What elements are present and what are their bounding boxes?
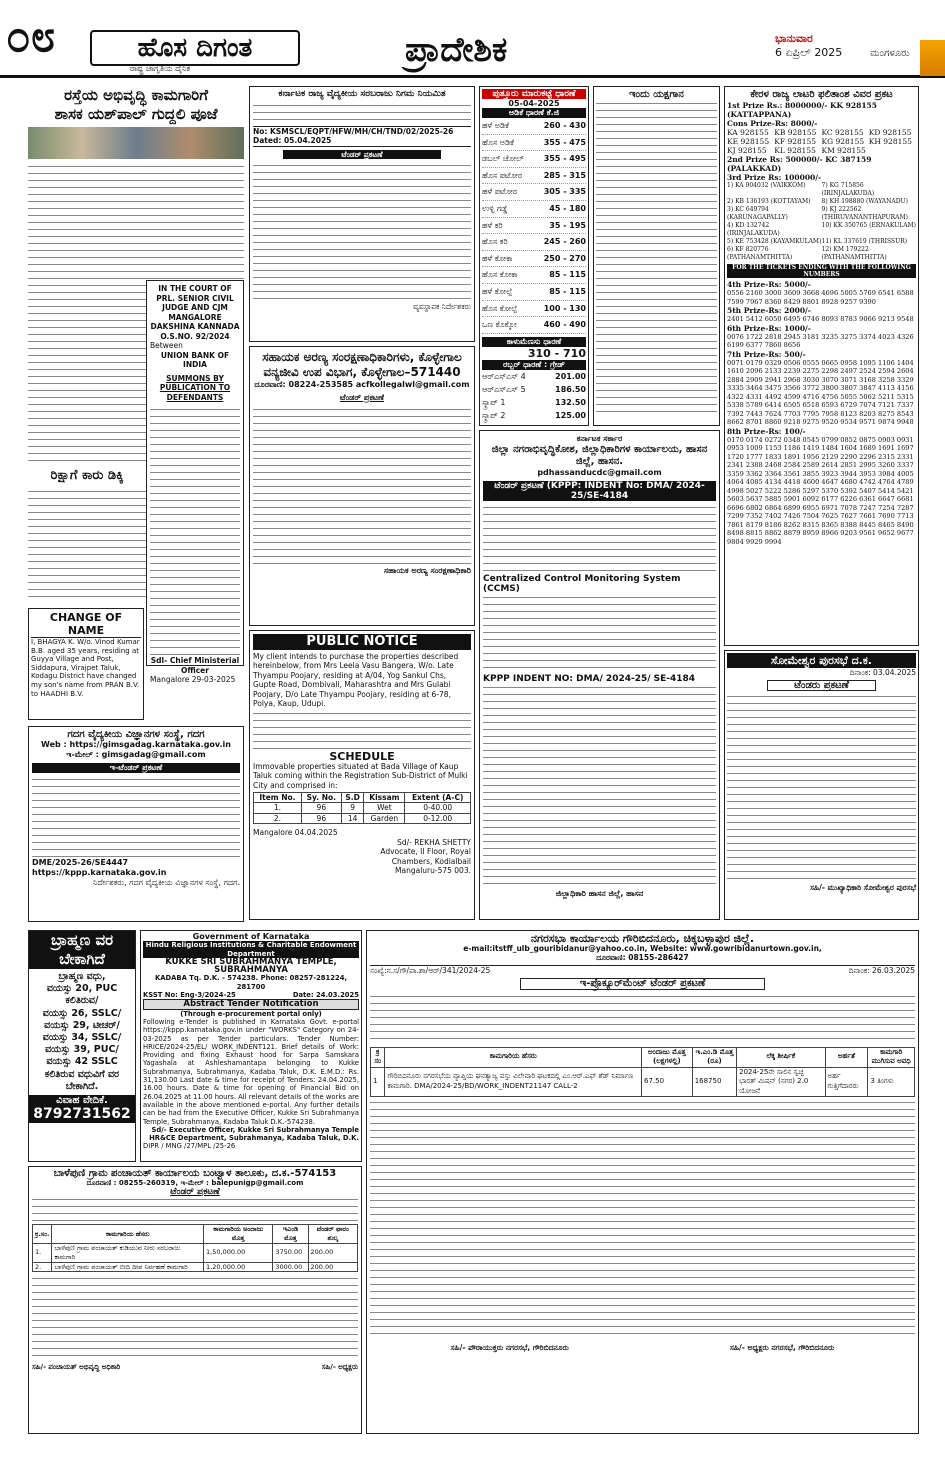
market-item-name: ಒಣ ಕೊಕ್ಕೋ bbox=[482, 320, 517, 330]
balepuni-cell: 1. bbox=[33, 1243, 52, 1262]
yakshagana-listing bbox=[593, 86, 720, 426]
forest-title: ಸಹಾಯಕ ಅರಣ್ಯ ಸಂರಕ್ಷಣಾಧಿಕಾರಿಗಳು, ಕೊಳ್ಳೇಗಾಲ ವನ್ಯಜೀವಿ ಉಪ ವಿಭಾಗ, ಕೊಳ್ಳೇಗಾಲ–571440 bbox=[262, 350, 462, 379]
edition-label: ಮಂಗಳೂರು bbox=[870, 48, 910, 59]
kukke-date: Date: 24.03.2025 bbox=[292, 991, 359, 1000]
market-item-name: ಹಳೆ ಕೋಕಾ bbox=[482, 253, 513, 263]
lottery-third-number: 4) KD 132742 (IRINJALAKUDA) bbox=[727, 222, 780, 237]
gauribidanur-cell: ಗೌರಿಬಿದನೂರು ನಗರಸಭೆಯ ವ್ಯಾಪ್ತಿಯ ಘನತ್ಯಾಜ್ಯ ವಸ್ತು ವಿಲೇವಾರಿ ಘಟಕದಲ್ಲಿ ಎಂ.ಆರ್.ಎಫ್ ಶೆಡ್ ನಿರ್ಮಾಣ ಕಾಮಗಾರಿ. DMA/2024-25/BD/WORK_INDENT21147 CALL-2 bbox=[385, 1067, 642, 1097]
gauribidanur-cell: 2024-25ನೇ ಸಾಲಿನ ಸ್ವಚ್ಛ ಭಾರತ್ ಮಿಷನ್ (ನಗರ) 2.0 ಯೋಜನೆ bbox=[737, 1067, 825, 1097]
hassan-email: pdhassanducdc@gmail.com bbox=[537, 468, 662, 477]
market-item-price: 35 - 195 bbox=[549, 220, 586, 230]
kukke-notice-sub: (Through e-procurement portal only) bbox=[180, 1009, 322, 1018]
gadag-body bbox=[32, 776, 240, 858]
lottery-third-number: 8) KH 198880 (WAYANADU) bbox=[821, 198, 908, 205]
gauribidanur-col-header: ಅಂದಾಜು ಮೊತ್ತ (ಲಕ್ಷಗಳಲ್ಲಿ) bbox=[642, 1047, 693, 1067]
news-photo bbox=[28, 127, 244, 159]
date-label: 6 ಏಪ್ರಿಲ್ 2025 bbox=[775, 46, 843, 59]
lottery-third-number: 9) KJ 222562 (THIRUVANANTHAPURAM) bbox=[821, 206, 909, 221]
lottery-p6-numbers: 0076 1722 2818 2945 3181 3235 3275 3374 4023 4326 6199 6377 7860 8656 bbox=[727, 332, 914, 349]
schedule-cell: Wet bbox=[364, 803, 405, 813]
market-item-name: ಉಳ್ಳಿ ಗಡ್ಡೆ bbox=[482, 203, 508, 213]
lottery-p8-numbers: 0170 0174 0272 0348 0545 0799 0852 0875 0903 0931 0953 1009 1153 1186 1419 1484 1604 1689 1691 1697 1720 1777 1833 1891 1956 2129 2290 2296 2315 2331 2341 2388 2468 2584 2589 2614 2851 2995 3260 3337 3359 3362 3364 3561 3855 3923 3944 3953 3984 4005 4064 4085 4134 4418 4600 4647 4680 4742 4764 4789 4998 5027 5222 5286 5297 5370 5392 5407 5414 5421 5603 5637 5885 5901 6092 6177 6226 6361 6647 6681 6696 6802 6864 6899 6955 6971 7078 7247 7254 7287 7299 7352 7402 7426 7504 7625 7627 7661 7690 7713 7861 8179 8186 8262 8315 8365 8388 8445 8465 8490 8498 8815 8862 8879 8959 8966 9203 9561 9652 9677 9804 9929 9994 bbox=[727, 435, 914, 546]
gauribidanur-col-header: ಕಾಮಗಾರಿ ಮುಗಿಸುವ ಅವಧಿ bbox=[868, 1047, 915, 1067]
balepuni-signs bbox=[32, 1363, 358, 1372]
bride-line: ಕಲಿತಿರುವ/ bbox=[65, 995, 99, 1007]
rubber-row bbox=[482, 383, 586, 396]
kukke-temple-tender bbox=[140, 930, 362, 1162]
rubber-price: 132.50 bbox=[555, 397, 586, 407]
gauribidanur-notice: ಇ-ಪ್ರೊಕ್ಯೂರ್‌ಮೆಂಟ್ ಟೆಂಡರ್ ಪ್ರಕಟಣೆ bbox=[520, 978, 765, 990]
market-row bbox=[482, 201, 586, 218]
public-notice-title: PUBLIC NOTICE bbox=[253, 634, 471, 650]
rubber-title: ರಬ್ಬರ್ ಧಾರಣೆ : ಗ್ರೇಡ್ bbox=[482, 360, 586, 370]
market-row bbox=[482, 284, 586, 301]
hassan-sign: ಜಿಲ್ಲಾಧಿಕಾರಿ ಹಾಸನ ಜಿಲ್ಲೆ, ಹಾಸನ bbox=[555, 889, 644, 898]
hassan-body-2 bbox=[483, 594, 716, 674]
pepper-price: 310 - 710 bbox=[527, 346, 586, 360]
change-of-name-ad bbox=[28, 608, 144, 720]
bride-contact: ವಿವಾಹ ವೇದಿಕೆ. bbox=[29, 1095, 135, 1106]
dateline bbox=[775, 32, 842, 60]
market-row bbox=[482, 267, 586, 284]
gadag-title: ಗದಗ ವೈದ್ಯಕೀಯ ವಿಜ್ಞಾನಗಳ ಸಂಸ್ಥೆ, ಗದಗ bbox=[67, 729, 205, 740]
change-of-name-text: I, BHAGYA K. W/o. Vinod Kumar B.B. aged 35 years, residing at Guyya Village and Post, Siddapura, Virajpet Taluk, Kodagu District have changed my son's name from PRAN B.V. to HAADHI B.V. bbox=[31, 638, 140, 698]
forest-notice-title: ಟೆಂಡರ್ ಪ್ರಕಟಣೆ bbox=[340, 393, 384, 402]
gauribidanur-title: ನಗರಸಭಾ ಕಾರ್ಯಾಲಯ ಗೌರಿಬಿದನೂರು, ಚಿಕ್ಕಬಳ್ಳಾಪುರ ಜಿಲ್ಲೆ. bbox=[530, 932, 755, 945]
lottery-third-number: 12) KM 179222 (PATHANAMTHITTA) bbox=[821, 246, 887, 261]
gauribidanur-cell: 67.50 bbox=[642, 1067, 693, 1097]
court-between: Between bbox=[150, 341, 183, 350]
gauribidanur-col-header: ಕ್ರ ಸಂ bbox=[371, 1047, 385, 1067]
balepuni-cell: 1,50,000.00 bbox=[204, 1243, 273, 1262]
market-row bbox=[482, 118, 586, 135]
lottery-p7-numbers: 0071 0179 0329 0506 0555 0665 0958 1095 1106 1404 1610 2096 2133 2239 2275 2298 2497 2524 2594 2604 2884 2909 2941 2968 3030 3070 3071 3168 3258 3329 3335 3464 3475 3566 3772 3800 3807 3847 4113 4156 4322 4331 4492 4599 4716 4756 5055 5062 5211 5315 5338 5789 6414 6505 6518 6593 6729 7074 7121 7337 7392 7443 7624 7703 7795 7958 8123 8203 8275 8543 8662 8701 8860 9218 9275 9520 9534 9571 9874 9948 bbox=[727, 358, 914, 426]
bride-phone: 8792731562 bbox=[29, 1106, 135, 1123]
kukke-text: Following e-Tender is published in Karnataka Govt. e-portal https://kppp.karnataka.gov.in under "WORKS" Category on 24-03-2025 as per Tender particulars. Tender Number: HRICE/2024-25/EL/ WORK_INDENT121. Brief details of Work: Providing and fixing Exhaust hood for Sarpa Samskara Yagashala at Ashleshamantapa belonging to Kukke Subrahmanya, Subrahmanya, Kadaba Taluk, D.K. E.M.D.: Rs. 31,130.00 Last date & time for receipt of Tenders: 24.04.2025, 16.00 hours. Date & time for opening of Financial Bid on 26.04.2025 at 11.00 hours. All relevant details of the works are available in the above mentioned e-portal. Any further details can be had from the Executive Officer, Kukke Sri Subrahmanya Temple, Subrahmanya, Kadaba Taluk D.K.-574238. bbox=[143, 1017, 359, 1126]
lottery-third-number: 2) KB 136193 (KOTTAYAM) bbox=[727, 198, 811, 205]
market-item-name: ಹೊಸ ಪಟೋರ bbox=[482, 170, 523, 180]
market-item-name: ಹೊಸ ಕರಿ bbox=[482, 237, 508, 247]
gauribidanur-phone: ದೂರವಾಣಿ: 08155-286427 bbox=[596, 953, 689, 962]
market-row bbox=[482, 301, 586, 318]
lottery-third-title: 3rd Prize Rs: 100000/- bbox=[727, 173, 822, 182]
section-title: ಪ್ರಾದೇಶಿಕ bbox=[405, 30, 508, 70]
sub-headline: ರಿಕ್ಷಾಗೆ ಕಾರು ಡಿಕ್ಕಿ bbox=[50, 468, 124, 483]
schedule-cell: 96 bbox=[301, 803, 341, 813]
gadag-notice-banner: ಇ-ಟೆಂಡರ್ ಪ್ರಕಟಣೆ bbox=[32, 763, 240, 773]
balepuni-col-header: ಕ್ರ.ಸಂ. bbox=[33, 1225, 52, 1244]
balepuni-schedule bbox=[32, 1275, 358, 1361]
balepuni-cell: ಬಾಳೆಪುಣಿ ಗ್ರಾಮ ಪಂಚಾಯತ್ ಬೀದಿ ದೀಪ ನಿರ್ವಹಣೆ ಕಾಮಗಾರಿ bbox=[52, 1262, 204, 1272]
yaksha-title: ಇಂದು ಯಕ್ಷಗಾನ bbox=[629, 89, 684, 100]
court-name: IN THE COURT OF PRL. SENIOR CIVIL JUDGE AND CJM MANGALORE DAKSHINA KANNADA bbox=[150, 284, 240, 331]
balepuni-table bbox=[32, 1224, 358, 1272]
gauribidanur-intro bbox=[370, 993, 915, 1045]
lottery-p8-title: 8th Prize-Rs: 100/- bbox=[727, 426, 806, 436]
kukke-sign: Sd/- Executive Officer, Kukke Sri Subrahmanya Temple HR&CE Department, Subrahmanya, Kadaba Taluk, D.K. bbox=[149, 1125, 359, 1143]
balepuni-cell: 200.00 bbox=[308, 1243, 357, 1262]
forest-body bbox=[253, 406, 471, 566]
summons-body bbox=[150, 406, 240, 656]
kukke-gov: Government of Karnataka bbox=[192, 932, 310, 941]
kukke-ref-row bbox=[143, 991, 359, 999]
balepuni-sign-right: ಸಹಿ/- ಅಧ್ಯಕ್ಷರು bbox=[321, 1363, 358, 1372]
gauribidanur-conditions bbox=[370, 1099, 915, 1339]
lottery-second-prize: 2nd Prize Rs: 500000/- KC 387159 (PALAKKAD) bbox=[727, 155, 872, 173]
lottery-third-number: 6) KF 820776 (PATHANAMTHITTA) bbox=[727, 246, 793, 261]
lottery-cons-number: KA 928155 bbox=[727, 128, 769, 137]
balepuni-row bbox=[33, 1262, 358, 1272]
market-item-price: 260 - 430 bbox=[543, 121, 586, 130]
schedule-cell: 0-12.00 bbox=[405, 813, 471, 823]
kukke-dipr: DIPR / MNG /27/MPL /25-26 bbox=[143, 1142, 236, 1151]
ksmscl-notice-banner: ಟೆಂಡರ್ ಪ್ರಕಟಣೆ bbox=[283, 150, 441, 160]
gauribidanur-cell: ಅರ್ಹ ಗುತ್ತಿಗೆದಾರರು bbox=[825, 1067, 868, 1097]
balepuni-col-header: ಟೆಂಡರ್ ಫಾರಂ ಶುಲ್ಕ bbox=[308, 1225, 357, 1244]
market-item-price: 285 - 315 bbox=[543, 170, 586, 180]
public-notice-sign: Sd/- REKHA SHETTY Advocate, II Floor, Royal Chambers, Kodialbail Mangaluru-575 003. bbox=[380, 837, 471, 875]
gauribidanur-col-header: ಲೆಕ್ಕ ಶೀರ್ಷಿಕೆ bbox=[737, 1047, 825, 1067]
balepuni-cell: 3000.00 bbox=[273, 1262, 308, 1272]
balepuni-title: ಬಾಳೆಪುಣಿ ಗ್ರಾಮ ಪಂಚಾಯತ್ ಕಾರ್ಯಾಲಯ ಬಂಟ್ವಾಳ ತಾಲೂಕು, ದ.ಕ.-574153 bbox=[53, 1168, 337, 1179]
sub-news-body bbox=[28, 488, 146, 600]
masthead bbox=[0, 0, 945, 78]
market-subtitle: ಅಡಿಕೆ ಧಾರಣೆ ಕೆ.ಜಿ bbox=[482, 108, 586, 118]
kukke-ref: KSST No: Eng-3/2024-25 bbox=[143, 991, 236, 1000]
balepuni-cell: 1,20,000.00 bbox=[204, 1262, 273, 1272]
court-summons-notice bbox=[146, 280, 244, 684]
lottery-p4-title: 4th Prize-Rs: 5000/- bbox=[727, 280, 811, 289]
schedule-table bbox=[253, 792, 471, 824]
rubber-price: 125.00 bbox=[555, 410, 586, 420]
market-item-price: 250 - 270 bbox=[543, 253, 586, 263]
market-item-price: 85 - 115 bbox=[549, 286, 586, 296]
market-item-name: ಹೊಸ ಕೋಕಾ bbox=[482, 270, 518, 280]
market-row bbox=[482, 168, 586, 185]
someshwara-notice: ಟೆಂಡರು ಪ್ರಕಟಣೆ bbox=[767, 680, 876, 692]
bride-title-2: ಬೇಕಾಗಿದೆ bbox=[29, 950, 135, 969]
market-row bbox=[482, 317, 586, 334]
page-number: ೦೮ bbox=[6, 11, 56, 62]
bride-line: ವಯಸ್ಸು 42 SSLC bbox=[46, 1056, 118, 1068]
bride-line: ವಯಸ್ಸು 39, PUC/ bbox=[45, 1044, 119, 1056]
change-of-name-title: CHANGE OF NAME bbox=[31, 611, 141, 638]
summons-title: SUMMONS BY PUBLICATION TO DEFENDANTS bbox=[159, 373, 231, 402]
market-row bbox=[482, 184, 586, 201]
balepuni-cell: ಬಾಳೆಪುಣಿ ಗ್ರಾಮ ಪಂಚಾಯತ್ ಕುಡಿಯುವ ನೀರು ಸರಬರಾಜು ಕಾಮಗಾರಿ bbox=[52, 1243, 204, 1262]
schedule-cell: 14 bbox=[341, 813, 364, 823]
someshwara-body bbox=[727, 693, 916, 883]
lottery-p6-title: 6th Prize-Rs: 1000/- bbox=[727, 323, 811, 333]
gadag-web: Web : https://gimsgadag.karnataka.gov.in bbox=[41, 740, 231, 749]
market-item-price: 100 - 130 bbox=[543, 303, 586, 313]
schedule-cell: 1. bbox=[254, 803, 302, 813]
lottery-cons-number: KF 928155 bbox=[774, 137, 817, 146]
gauribidanur-cell: 168750 bbox=[692, 1067, 736, 1097]
matrimonial-ad bbox=[28, 930, 136, 1162]
ksmscl-body bbox=[253, 162, 471, 302]
public-notice-place: Mangalore 04.04.2025 bbox=[253, 828, 338, 838]
gauribidanur-ref-row bbox=[370, 965, 915, 976]
gadag-tender-notice bbox=[28, 726, 244, 922]
schedule-cell: Garden bbox=[364, 813, 405, 823]
market-item-price: 85 - 115 bbox=[549, 270, 586, 280]
bride-line: ವಯಸ್ಸು 26, SSLC/ bbox=[42, 1007, 122, 1019]
hassan-gov: ಕರ್ನಾಟಕ ಸರ್ಕಾರ bbox=[576, 434, 623, 443]
market-item-name: ಹೊಸ ಕೋಲ್ಪೆ bbox=[482, 303, 518, 313]
balepuni-cell: 200.00 bbox=[308, 1262, 357, 1272]
gauribidanur-cell: 1 bbox=[371, 1067, 385, 1097]
schedule-header-row bbox=[254, 793, 471, 803]
schedule-cell: 9 bbox=[341, 803, 364, 813]
lottery-cons-number: KJ 928155 bbox=[727, 146, 767, 155]
rubber-price: 186.50 bbox=[555, 384, 586, 394]
kukke-notice: Abstract Tender Notification bbox=[143, 999, 359, 1009]
rubber-grade: ಸ್ಕ್ರಾಪ್ 1 bbox=[482, 397, 506, 407]
schedule-col-header: Item No. bbox=[254, 793, 302, 803]
rubber-row bbox=[482, 409, 586, 422]
ksmscl-sign: ವ್ಯವಸ್ಥಾಪಕ ನಿರ್ದೇಶಕರು bbox=[413, 302, 471, 311]
lottery-cons-number: KB 928155 bbox=[774, 128, 817, 137]
gauribidanur-col-header: ಕಾಮಗಾರಿಯ ಹೆಸರು bbox=[385, 1047, 642, 1067]
rubber-grade: ಸ್ಕ್ರಾಪ್ 2 bbox=[482, 410, 506, 420]
someshwara-sign: ಸಹಿ/- ಮುಖ್ಯಾಧಿಕಾರಿ ಸೋಮೇಶ್ವರ ಪುರಸಭೆ bbox=[809, 883, 916, 892]
lottery-title: ಕೇರಳ ರಾಜ್ಯ ಲಾಟರಿ ಫಲಿತಾಂಶ ವಿವರ ಪ್ರಕಟ bbox=[750, 89, 893, 100]
market-row bbox=[482, 251, 586, 268]
market-item-price: 245 - 260 bbox=[543, 237, 586, 247]
balepuni-body bbox=[32, 1196, 358, 1224]
court-date: Mangalore 29-03-2025 bbox=[150, 675, 236, 684]
balepuni-cell: 2. bbox=[33, 1262, 52, 1272]
balepuni-sign-left: ಸಹಿ/- ಪಂಚಾಯತ್ ಅಭಿವೃದ್ಧಿ ಅಧಿಕಾರಿ bbox=[32, 1363, 121, 1372]
balepuni-tender-notice bbox=[28, 1166, 362, 1434]
rubber-rows bbox=[482, 370, 586, 422]
market-item-price: 305 - 335 bbox=[543, 187, 586, 197]
gauribidanur-cell: 3 ತಿಂಗಳು bbox=[868, 1067, 915, 1097]
lottery-cons-number: KE 928155 bbox=[727, 137, 770, 146]
market-row bbox=[482, 135, 586, 152]
news-article bbox=[28, 86, 244, 124]
lottery-third-number: 3) KC 649794 (KARUNAGAPALLY) bbox=[727, 206, 788, 221]
lottery-cons-title: Cons Prize-Rs: 8000/- bbox=[727, 119, 818, 128]
balepuni-cell: 3750.00 bbox=[273, 1243, 308, 1262]
someshwara-title: ಸೋಮೇಶ್ವರ ಪುರಸಭೆ ದ.ಕ. bbox=[727, 653, 916, 668]
forest-sign: ಸಹಾಯಕ ಅರಣ್ಯ ಸಂರಕ್ಷಣಾಧಿಕಾರಿ bbox=[383, 566, 471, 575]
market-row bbox=[482, 151, 586, 168]
balepuni-header-row bbox=[33, 1225, 358, 1244]
gadag-sign: ನಿರ್ದೇಶಕರು, ಗದಗ ವೈದ್ಯಕೀಯ ವಿಜ್ಞಾನಗಳ ಸಂಸ್ಥೆ, ಗದಗ. bbox=[92, 878, 240, 887]
hassan-body-3 bbox=[483, 684, 716, 889]
logo-tagline: ರಾಷ್ಟ್ರ ಜಾಗೃತಿಯ ದೈನಿಕ bbox=[130, 64, 191, 73]
hassan-ccms: Centralized Control Monitoring System (CCMS) bbox=[483, 574, 681, 594]
gadag-email: ಇ-ಮೇಲ್ : gimsgadag@gmail.com bbox=[66, 750, 206, 759]
balepuni-row bbox=[33, 1243, 358, 1262]
gauribidanur-ref: ಸಂಖ್ಯೆ:ನ.ಸ/ಗೌ/ಪಾ.ಶಾ/ಆರ್/341/2024-25 bbox=[370, 965, 491, 975]
market-item-name: ಹಳೆ ಅಡಿಕೆ bbox=[482, 121, 509, 130]
market-item-name: ಹಳೆ ಪಟೋರ bbox=[482, 187, 518, 197]
ksmscl-tender-notice bbox=[249, 86, 475, 342]
lottery-cons-list bbox=[727, 128, 916, 155]
case-number: O.S.NO. 92/2024 bbox=[160, 331, 230, 341]
market-title: ಪುತ್ತೂರು ಮಾರುಕಟ್ಟೆ ಧಾರಣೆ bbox=[482, 89, 586, 99]
gauribidanur-row bbox=[371, 1067, 915, 1097]
lottery-third-number: 11) KL 337619 (THRISSUR) bbox=[821, 238, 908, 245]
schedule-cell: 2. bbox=[254, 813, 302, 823]
balepuni-col-header: ಕಾಮಗಾರಿಯ ಹೆಸರು bbox=[52, 1225, 204, 1244]
balepuni-col-header: ಕಾಮಗಾರಿಯ ಅಂದಾಜು ಮೊತ್ತ bbox=[204, 1225, 273, 1244]
lottery-cons-number: KD 928155 bbox=[868, 128, 912, 137]
lottery-third-number: 5) KE 753428 (KAYAMKULAM) bbox=[727, 238, 822, 245]
gauribidanur-col-header: ಇ.ಎಂ.ಡಿ ಮೊತ್ತ (ರೂ) bbox=[692, 1047, 736, 1067]
pepper-title: ಕಾಳುಮೆಣಸು ಧಾರಣೆ bbox=[482, 337, 586, 347]
schedule-text: Immovable properties situated at Bada Village of Kaup Taluk coming within the Registration Sub-District of Mulki City and comprised in: bbox=[253, 761, 468, 790]
schedule-col-header: Kissam bbox=[364, 793, 405, 803]
lottery-cons-number: KG 928155 bbox=[821, 137, 865, 146]
market-row bbox=[482, 234, 586, 251]
public-notice bbox=[249, 630, 475, 920]
schedule-cell: 0-40.00 bbox=[405, 803, 471, 813]
market-date: 05-04-2025 bbox=[508, 99, 560, 108]
rubber-price: 201.00 bbox=[555, 371, 586, 381]
schedule-col-header: Extent (A-C) bbox=[405, 793, 471, 803]
rubber-row bbox=[482, 370, 586, 383]
kukke-address: KADABA Tq. D.K. - 574238. Phone: 08257-281224, 281700 bbox=[154, 974, 348, 991]
bride-line: ವಯಸ್ಸು 34, SSLC/ bbox=[42, 1032, 122, 1044]
yaksha-body bbox=[596, 100, 717, 418]
gauribidanur-date: ದಿನಾಂಕ: 26.03.2025 bbox=[848, 965, 915, 975]
rubber-grade: ಆರ್‌ಎಸ್‌ಎಸ್ 5 bbox=[482, 384, 526, 394]
public-notice-body bbox=[253, 710, 471, 750]
bride-lines bbox=[29, 969, 135, 1095]
someshwara-ref: ದಿನಾಂಕ: 03.04.2025 bbox=[849, 668, 916, 677]
lottery-first-prize: 1st Prize Rs.: 8000000/- KK 928155 (KATTAPPANA) bbox=[727, 101, 877, 119]
market-item-price: 45 - 180 bbox=[549, 203, 586, 213]
balepuni-col-header: ಇಎಂಡಿ ಮೊತ್ತ bbox=[273, 1225, 308, 1244]
schedule-cell: 96 bbox=[301, 813, 341, 823]
news-headline-2: ಶಾಸಕ ಯಶ್‌ಪಾಲ್ ಗುದ್ದಲಿ ಪೂಜೆ bbox=[54, 105, 218, 123]
lottery-p5-title: 5th Prize-Rs: 2000/- bbox=[727, 306, 811, 315]
bride-line: ಕಲಿತಿರುವ ವಧುವಿಗೆ ವರ bbox=[44, 1068, 120, 1080]
gauribidanur-header-row bbox=[371, 1047, 915, 1067]
lottery-third-list bbox=[727, 182, 916, 262]
bride-line: ವಯಸ್ಸು 29, ಟೀಚರ್/ bbox=[44, 1019, 120, 1031]
puttur-market-rates bbox=[479, 86, 589, 426]
gauribidanur-sign-left: ಸಹಿ/- ಪೌರಾಯುಕ್ತರು ನಗರಸಭೆ, ಗೌರಿಬಿದನೂರು bbox=[450, 1343, 569, 1352]
market-item-name: ಹಳೆ ಕರಿ bbox=[482, 220, 503, 230]
news-headline-1: ರಸ್ತೆಯ ಅಭಿವೃದ್ಧಿ ಕಾಮಗಾರಿಗೆ bbox=[64, 86, 208, 104]
lottery-cons-number: KM 928155 bbox=[821, 146, 866, 155]
schedule-row bbox=[254, 803, 471, 813]
gauribidanur-signs bbox=[370, 1343, 915, 1353]
lottery-cons-number: KL 928155 bbox=[774, 146, 816, 155]
kerala-lottery-results bbox=[724, 86, 919, 646]
market-rows bbox=[482, 118, 586, 334]
ksmscl-ref: No: KSMSCL/EQPT/HFW/MH/CH/TND/02/2025-26 Dated: 05.04.2025 bbox=[253, 126, 471, 147]
day-label: ಭಾನುವಾರ bbox=[775, 32, 813, 45]
gauribidanur-email: e-mail:itstff_ulb_gouribidanur@yahoo.co.in, Website: www.gowribidanurtown.gov.in, bbox=[463, 943, 822, 953]
gadag-ref: DME/2025-26/SE4447 https://kppp.karnataka.gov.in bbox=[32, 858, 167, 877]
gauribidanur-table bbox=[370, 1047, 915, 1098]
balepuni-phone: ದೂರವಾಣಿ : 08255-260319, ಇ-ಮೇಲ್ : balepunigp@gmail.com bbox=[86, 1178, 304, 1187]
newspaper-logo: ಹೊಸ ದಿಗಂತ bbox=[90, 30, 300, 66]
forest-phone: ದೂರವಾಣಿ: 08224-253585 acfkollegalwl@gmail.com bbox=[254, 380, 470, 389]
bride-line: ವಯಸ್ಸು 20, PUC bbox=[46, 983, 118, 995]
schedule-row bbox=[254, 813, 471, 823]
lottery-cons-number: KH 928155 bbox=[868, 137, 912, 146]
lottery-cons-number: KC 928155 bbox=[821, 128, 864, 137]
hassan-banner: ಟೆಂಡರ್ ಪ್ರಕಟಣೆ (KPPP: INDENT No: DMA/ 2024-25/SE-4184 bbox=[483, 481, 716, 501]
market-item-price: 355 - 495 bbox=[543, 154, 586, 164]
lottery-third-number: 1) KA 904032 (VAIKKOM) bbox=[727, 182, 806, 189]
gauribidanur-sign-right: ಸಹಿ/- ಅಧ್ಯಕ್ಷರು ನಗರಸಭೆ, ಗೌರಿಬಿದನೂರು bbox=[729, 1343, 835, 1352]
gauribidanur-tender-notice bbox=[366, 930, 919, 1434]
ksmscl-title: ಕರ್ನಾಟಕ ರಾಜ್ಯ ವೈದ್ಯಕೀಯ ಸರಬರಾಜು ನಿಗಮ ನಿಯಮಿತ bbox=[278, 89, 446, 99]
market-item-name: ಹಳೆ ಕೋಲ್ಪೆ bbox=[482, 286, 513, 296]
kukke-temple: KUKKE SRI SUBRAHMANYA TEMPLE, SUBRAHMANYA bbox=[165, 956, 337, 976]
balepuni-notice: ಟೆಂಡರ್ ಪ್ರಕಟಣೆ bbox=[170, 1186, 220, 1197]
public-notice-text: My client intends to purchase the properties described hereinbelow, from Mrs Leela Vasu Bangera, W/o. Late Thyampu Poojary, residing at A/04, Yog Sankul Chs, Gupte Road, Dombivali, Maharashtra and Mrs Gulabi Poojary, D/o Late Thyampu Poojary, residing at 6-78, Polya, Kaup, Udupi. bbox=[253, 652, 459, 709]
hassan-kppp: KPPP INDENT NO: DMA/ 2024-25/ SE-4184 bbox=[483, 674, 696, 684]
lottery-third-number: 7) KG 715856 (IRINJALAKUDA) bbox=[821, 182, 875, 197]
schedule-title: SCHEDULE bbox=[329, 750, 395, 764]
bride-line: ಬ್ರಾಹ್ಮಣ ವಧು, bbox=[58, 971, 106, 982]
schedule-col-header: Sy. No. bbox=[301, 793, 341, 803]
lottery-p5-numbers: 2401 5412 6050 6495 6746 8093 8783 9066 9213 9548 bbox=[727, 315, 914, 323]
lottery-note: FOR THE TICKETS ENDING WITH THE FOLLOWING NUMBERS bbox=[727, 264, 916, 278]
market-item-price: 460 - 490 bbox=[543, 320, 586, 330]
hassan-tender-notice bbox=[479, 430, 720, 920]
hassan-office: ಜಿಲ್ಲಾ ನಗರಾಭಿವೃದ್ಧಿಕೋಶ, ಜಿಲ್ಲಾಧಿಕಾರಿಗಳ ಕಾರ್ಯಾಲಯ, ಹಾಸನ ಜಿಲ್ಲೆ, ಹಾಸನ. bbox=[491, 444, 708, 467]
market-item-name: ಡಬಲ್ ಚೋಲ್ bbox=[482, 154, 524, 164]
court-sign: Sdl- Chief Ministerial Officer bbox=[150, 656, 240, 675]
schedule-col-header: S.D bbox=[341, 793, 364, 803]
lottery-p4-numbers: 0556 2160 3000 3609 3668 4696 5005 5769 6541 6588 7599 7967 8360 8429 8801 8928 9257 9390 bbox=[727, 289, 914, 306]
accent-bar bbox=[920, 40, 945, 76]
lottery-third-number: 10) KK 350765 (ERNAKULAM) bbox=[821, 222, 917, 229]
rubber-grade: ಆರ್‌ಎಸ್‌ಎಸ್ 4 bbox=[482, 371, 526, 381]
plaintiff: UNION BANK OF INDIA bbox=[160, 350, 230, 369]
market-item-price: 355 - 475 bbox=[543, 137, 586, 147]
kukke-dept: Hindu Religious Institutions & Charitable Endowment Department bbox=[143, 941, 359, 958]
bride-line: ಬೇಕಾಗಿದೆ. bbox=[65, 1080, 99, 1092]
bride-title-1: ಬ್ರಾಹ್ಮಣ ವರ bbox=[29, 931, 135, 950]
someshwara-tender-notice bbox=[724, 650, 919, 920]
market-row bbox=[482, 218, 586, 235]
rubber-row bbox=[482, 396, 586, 409]
forest-tender-notice bbox=[249, 346, 475, 626]
lottery-p7-title: 7th Prize-Rs: 500/- bbox=[727, 349, 806, 359]
ksmscl-address bbox=[253, 102, 471, 124]
market-item-name: ಹೊಸ ಅಡಿಕೆ bbox=[482, 137, 514, 147]
gauribidanur-col-header: ಅರ್ಹತೆ bbox=[825, 1047, 868, 1067]
hassan-body-1 bbox=[483, 504, 716, 574]
